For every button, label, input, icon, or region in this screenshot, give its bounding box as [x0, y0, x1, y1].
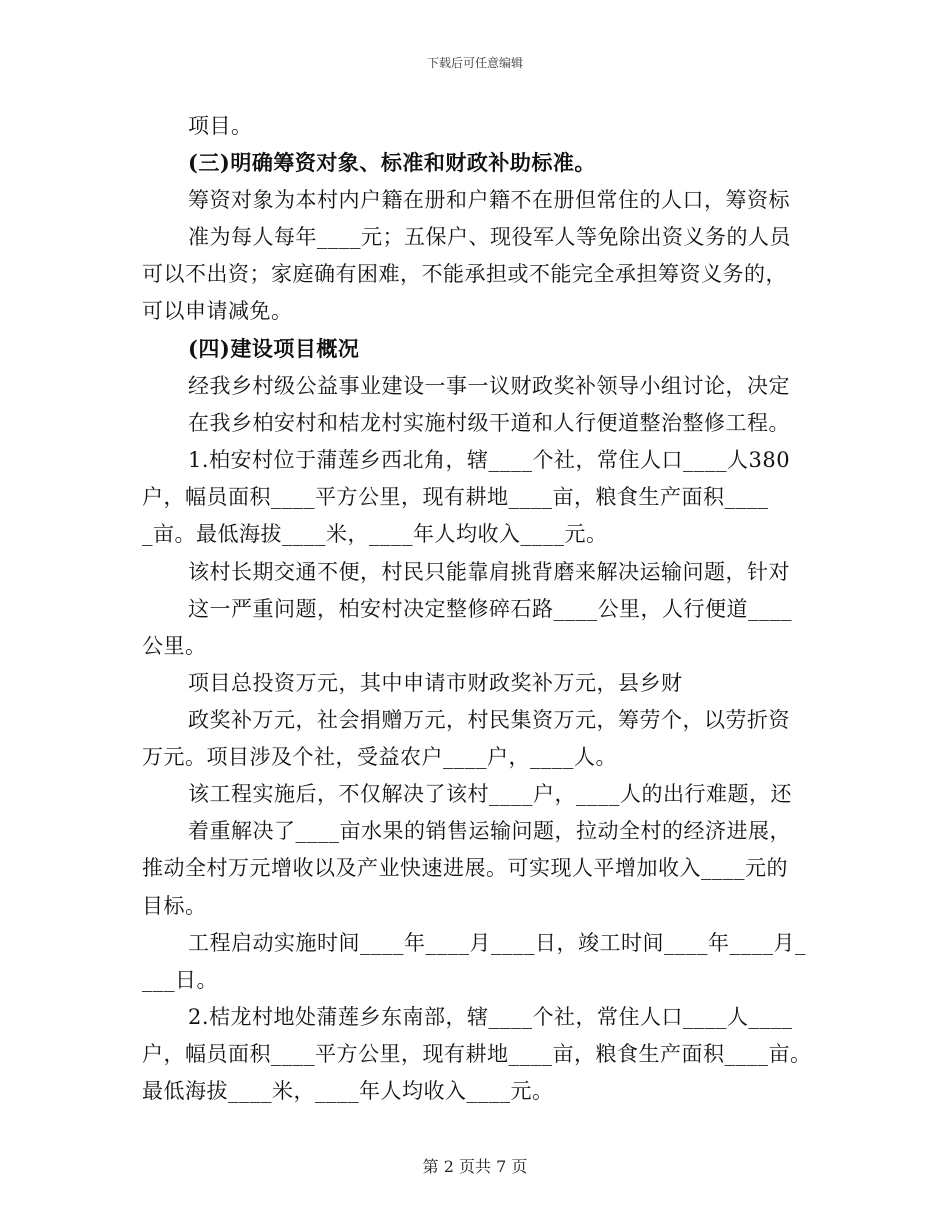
- page-number: 第 2 页共 7 页: [422, 1157, 528, 1176]
- paragraph-line: 户，幅员面积____平方公里，现有耕地____亩，粮食生产面积____: [142, 485, 769, 509]
- paragraph-line: 项目总投资万元，其中申请市财政奖补万元，县乡财: [188, 671, 683, 695]
- paragraph-line: 该工程实施后，不仅解决了该村____户，____人的出行难题，还: [188, 782, 792, 806]
- paragraph-line: 政奖补万元，社会捐赠万元，村民集资万元，筹劳个，以劳折资: [188, 708, 790, 732]
- section-heading: (四)建设项目概况: [188, 336, 360, 361]
- paragraph-line: 该村长期交通不便，村民只能靠肩挑背磨来解决运输问题，针对: [188, 560, 790, 584]
- paragraph-line: 筹资对象为本村内户籍在册和户籍不在册但常住的人口，筹资标: [188, 188, 790, 212]
- paragraph-line: 可以不出资；家庭确有困难，不能承担或不能完全承担筹资义务的，: [142, 262, 787, 286]
- paragraph-line: ___日。: [142, 968, 218, 992]
- paragraph-line: 可以申请减免。: [142, 299, 293, 323]
- paragraph-line: _亩。最低海拔____米，____年人均收入____元。: [142, 522, 608, 546]
- paragraph-line: 工程启动实施时间____年____月____日，竣工时间____年____月_: [188, 931, 806, 955]
- paragraph-line: 推动全村万元增收以及产业快速进展。可实现人平增加收入____元的: [142, 856, 788, 880]
- paragraph-line: 在我乡柏安村和桔龙村实施村级干道和人行便道整治整修工程。: [188, 411, 790, 435]
- paragraph-line: 着重解决了____亩水果的销售运输问题，拉动全村的经济进展，: [188, 819, 791, 843]
- paragraph-line: 户，幅员面积____平方公里，现有耕地____亩，粮食生产面积____亩。: [142, 1042, 812, 1066]
- paragraph-line: 这一严重问题，柏安村决定整修碎石路____公里，人行便道____: [188, 597, 792, 621]
- paragraph-line: 万元。项目涉及个社，受益农户____户，____人。: [142, 745, 617, 769]
- paragraph-line: 目标。: [142, 894, 207, 918]
- paragraph-line: 公里。: [142, 634, 207, 658]
- paragraph-line: 项目。: [188, 114, 253, 138]
- paragraph-line: 准为每人每年____元；五保户、现役军人等免除出资义务的人员: [188, 225, 791, 249]
- paragraph-line: 2.桔龙村地处蒲莲乡东南部，辖____个社，常住人口____人____: [188, 1005, 793, 1029]
- paragraph-line: 经我乡村级公益事业建设一事一议财政奖补领导小组讨论，决定: [188, 374, 790, 398]
- page-header: 下载后可任意编辑: [426, 56, 523, 70]
- paragraph-line: 最低海拔____米，____年人均收入____元。: [142, 1079, 554, 1103]
- paragraph-line: 1.柏安村位于蒲莲乡西北角，辖____个社，常住人口____人380: [188, 448, 791, 472]
- section-heading: (三)明确筹资对象、标准和财政补助标准。: [188, 150, 596, 175]
